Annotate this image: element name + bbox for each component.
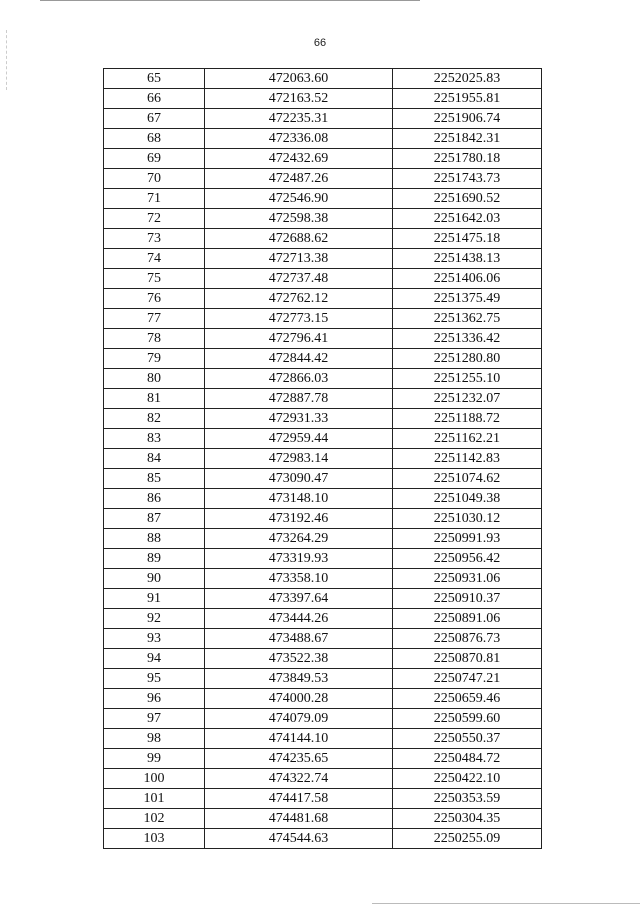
y-coordinate-cell: 2250255.09: [393, 829, 542, 849]
table-row: [104, 229, 542, 249]
y-coordinate-cell: 2251336.42: [393, 329, 542, 349]
x-coordinate-cell: 474481.68: [205, 809, 393, 829]
table-row: [104, 549, 542, 569]
table-row: [104, 509, 542, 529]
point-number-cell: 89: [104, 549, 205, 569]
x-coordinate-cell: 473264.29: [205, 529, 393, 549]
point-number-cell: 88: [104, 529, 205, 549]
table-row: [104, 629, 542, 649]
point-number-cell: 71: [104, 189, 205, 209]
page-number: 66: [313, 37, 327, 49]
point-number-cell: 83: [104, 429, 205, 449]
y-coordinate-cell: 2250891.06: [393, 609, 542, 629]
y-coordinate-cell: 2250991.93: [393, 529, 542, 549]
table-row: [104, 269, 542, 289]
table-row: [104, 809, 542, 829]
table-row: [104, 149, 542, 169]
y-coordinate-cell: 2251255.10: [393, 369, 542, 389]
y-coordinate-cell: 2250353.59: [393, 789, 542, 809]
point-number-cell: 90: [104, 569, 205, 589]
table-row: [104, 89, 542, 109]
table-row: [104, 189, 542, 209]
x-coordinate-cell: 472063.60: [205, 69, 393, 89]
y-coordinate-cell: 2251030.12: [393, 509, 542, 529]
table-row: [104, 689, 542, 709]
table-row: [104, 309, 542, 329]
table-row: [104, 769, 542, 789]
y-coordinate-cell: 2250659.46: [393, 689, 542, 709]
y-coordinate-cell: 2250484.72: [393, 749, 542, 769]
y-coordinate-cell: 2251842.31: [393, 129, 542, 149]
coordinates-table: [103, 68, 542, 849]
x-coordinate-cell: 472737.48: [205, 269, 393, 289]
x-coordinate-cell: 472713.38: [205, 249, 393, 269]
y-coordinate-cell: 2250956.42: [393, 549, 542, 569]
table-row: [104, 209, 542, 229]
y-coordinate-cell: 2251188.72: [393, 409, 542, 429]
y-coordinate-cell: 2251232.07: [393, 389, 542, 409]
point-number-cell: 81: [104, 389, 205, 409]
point-number-cell: 102: [104, 809, 205, 829]
x-coordinate-cell: 472887.78: [205, 389, 393, 409]
y-coordinate-cell: 2251049.38: [393, 489, 542, 509]
point-number-cell: 100: [104, 769, 205, 789]
x-coordinate-cell: 473522.38: [205, 649, 393, 669]
x-coordinate-cell: 474417.58: [205, 789, 393, 809]
table-row: [104, 729, 542, 749]
table-row: [104, 609, 542, 629]
y-coordinate-cell: 2250304.35: [393, 809, 542, 829]
y-coordinate-cell: 2251780.18: [393, 149, 542, 169]
x-coordinate-cell: 472688.62: [205, 229, 393, 249]
point-number-cell: 72: [104, 209, 205, 229]
table-row: [104, 429, 542, 449]
point-number-cell: 76: [104, 289, 205, 309]
point-number-cell: 79: [104, 349, 205, 369]
point-number-cell: 101: [104, 789, 205, 809]
x-coordinate-cell: 473319.93: [205, 549, 393, 569]
x-coordinate-cell: 474235.65: [205, 749, 393, 769]
table-row: [104, 389, 542, 409]
y-coordinate-cell: 2251362.75: [393, 309, 542, 329]
x-coordinate-cell: 474079.09: [205, 709, 393, 729]
x-coordinate-cell: 474544.63: [205, 829, 393, 849]
point-number-cell: 98: [104, 729, 205, 749]
table-row: [104, 69, 542, 89]
x-coordinate-cell: 473148.10: [205, 489, 393, 509]
point-number-cell: 75: [104, 269, 205, 289]
x-coordinate-cell: 472546.90: [205, 189, 393, 209]
point-number-cell: 73: [104, 229, 205, 249]
table-row: [104, 109, 542, 129]
y-coordinate-cell: 2251375.49: [393, 289, 542, 309]
x-coordinate-cell: 472796.41: [205, 329, 393, 349]
table-row: [104, 669, 542, 689]
scan-top-rule: [40, 0, 420, 1]
point-number-cell: 99: [104, 749, 205, 769]
point-number-cell: 65: [104, 69, 205, 89]
point-number-cell: 97: [104, 709, 205, 729]
x-coordinate-cell: 473849.53: [205, 669, 393, 689]
point-number-cell: 74: [104, 249, 205, 269]
point-number-cell: 93: [104, 629, 205, 649]
x-coordinate-cell: 472773.15: [205, 309, 393, 329]
x-coordinate-cell: 472762.12: [205, 289, 393, 309]
x-coordinate-cell: 472983.14: [205, 449, 393, 469]
table-row: [104, 749, 542, 769]
y-coordinate-cell: 2251642.03: [393, 209, 542, 229]
point-number-cell: 84: [104, 449, 205, 469]
point-number-cell: 91: [104, 589, 205, 609]
point-number-cell: 69: [104, 149, 205, 169]
y-coordinate-cell: 2251280.80: [393, 349, 542, 369]
table-row: [104, 469, 542, 489]
y-coordinate-cell: 2251690.52: [393, 189, 542, 209]
x-coordinate-cell: 473444.26: [205, 609, 393, 629]
y-coordinate-cell: 2251438.13: [393, 249, 542, 269]
y-coordinate-cell: 2250747.21: [393, 669, 542, 689]
y-coordinate-cell: 2251475.18: [393, 229, 542, 249]
x-coordinate-cell: 474000.28: [205, 689, 393, 709]
x-coordinate-cell: 472163.52: [205, 89, 393, 109]
table-row: [104, 369, 542, 389]
y-coordinate-cell: 2252025.83: [393, 69, 542, 89]
x-coordinate-cell: 472336.08: [205, 129, 393, 149]
table-row: [104, 649, 542, 669]
x-coordinate-cell: 472235.31: [205, 109, 393, 129]
x-coordinate-cell: 473488.67: [205, 629, 393, 649]
point-number-cell: 80: [104, 369, 205, 389]
y-coordinate-cell: 2251162.21: [393, 429, 542, 449]
table-row: [104, 489, 542, 509]
scan-bottom-rule: [372, 903, 640, 904]
table-row: [104, 329, 542, 349]
table-row: [104, 789, 542, 809]
x-coordinate-cell: 472487.26: [205, 169, 393, 189]
table-row: [104, 349, 542, 369]
point-number-cell: 94: [104, 649, 205, 669]
table-row: [104, 289, 542, 309]
table-row: [104, 829, 542, 849]
table-row: [104, 449, 542, 469]
point-number-cell: 66: [104, 89, 205, 109]
x-coordinate-cell: 473192.46: [205, 509, 393, 529]
y-coordinate-cell: 2250870.81: [393, 649, 542, 669]
point-number-cell: 68: [104, 129, 205, 149]
x-coordinate-cell: 472959.44: [205, 429, 393, 449]
point-number-cell: 87: [104, 509, 205, 529]
y-coordinate-cell: 2251406.06: [393, 269, 542, 289]
point-number-cell: 78: [104, 329, 205, 349]
table-row: [104, 709, 542, 729]
point-number-cell: 67: [104, 109, 205, 129]
table-row: [104, 169, 542, 189]
table-row: [104, 129, 542, 149]
point-number-cell: 77: [104, 309, 205, 329]
point-number-cell: 86: [104, 489, 205, 509]
x-coordinate-cell: 473397.64: [205, 589, 393, 609]
y-coordinate-cell: 2250550.37: [393, 729, 542, 749]
y-coordinate-cell: 2251142.83: [393, 449, 542, 469]
y-coordinate-cell: 2250910.37: [393, 589, 542, 609]
x-coordinate-cell: 474144.10: [205, 729, 393, 749]
table-row: [104, 529, 542, 549]
x-coordinate-cell: 472931.33: [205, 409, 393, 429]
y-coordinate-cell: 2250599.60: [393, 709, 542, 729]
point-number-cell: 82: [104, 409, 205, 429]
point-number-cell: 96: [104, 689, 205, 709]
y-coordinate-cell: 2251906.74: [393, 109, 542, 129]
y-coordinate-cell: 2250876.73: [393, 629, 542, 649]
y-coordinate-cell: 2251074.62: [393, 469, 542, 489]
coordinates-table-body: [104, 69, 542, 849]
x-coordinate-cell: 472432.69: [205, 149, 393, 169]
point-number-cell: 92: [104, 609, 205, 629]
y-coordinate-cell: 2250422.10: [393, 769, 542, 789]
y-coordinate-cell: 2250931.06: [393, 569, 542, 589]
y-coordinate-cell: 2251955.81: [393, 89, 542, 109]
x-coordinate-cell: 473090.47: [205, 469, 393, 489]
point-number-cell: 70: [104, 169, 205, 189]
point-number-cell: 103: [104, 829, 205, 849]
table-row: [104, 589, 542, 609]
table-row: [104, 569, 542, 589]
point-number-cell: 85: [104, 469, 205, 489]
point-number-cell: 95: [104, 669, 205, 689]
x-coordinate-cell: 472598.38: [205, 209, 393, 229]
x-coordinate-cell: 472866.03: [205, 369, 393, 389]
x-coordinate-cell: 472844.42: [205, 349, 393, 369]
y-coordinate-cell: 2251743.73: [393, 169, 542, 189]
table-row: [104, 249, 542, 269]
x-coordinate-cell: 474322.74: [205, 769, 393, 789]
table-row: [104, 409, 542, 429]
x-coordinate-cell: 473358.10: [205, 569, 393, 589]
